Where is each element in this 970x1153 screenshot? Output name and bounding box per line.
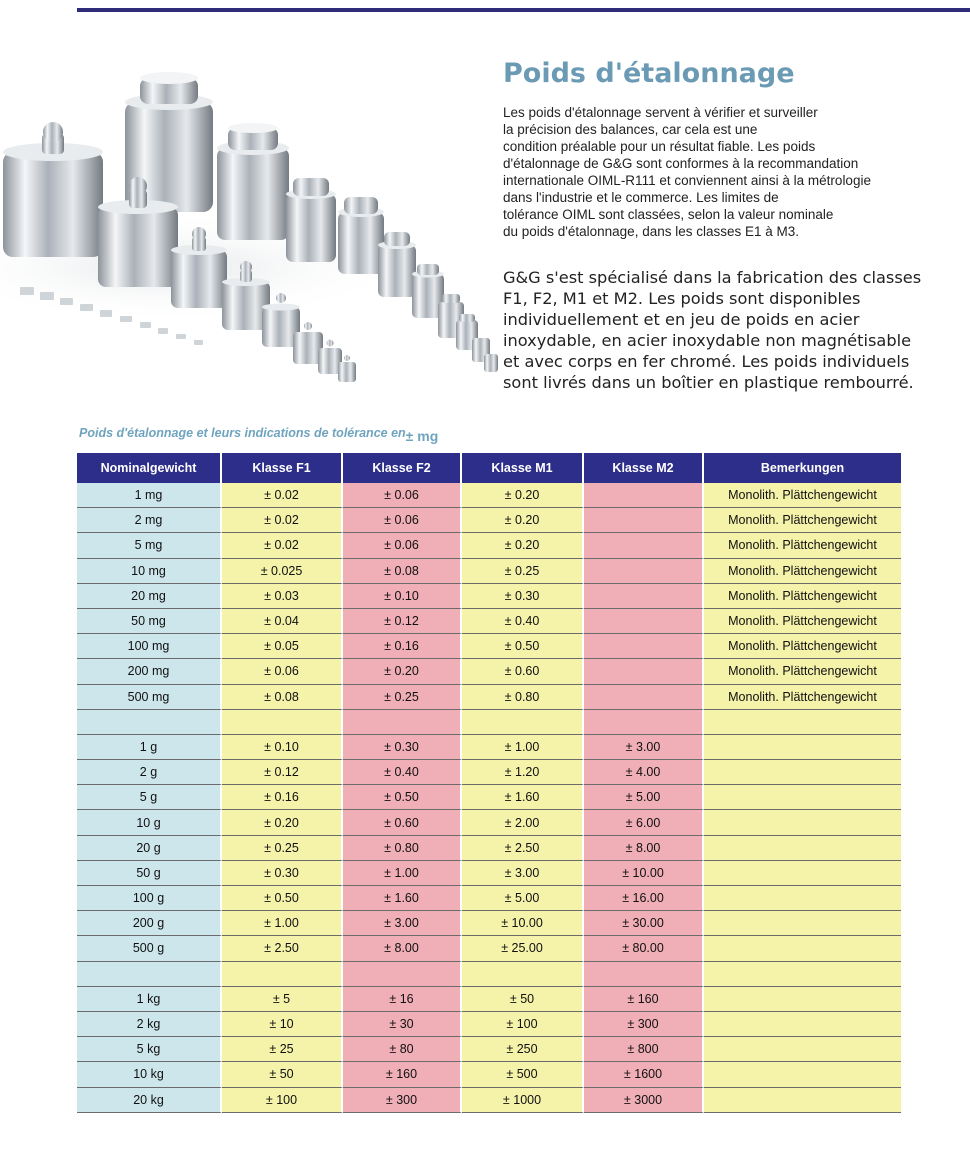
f2-cell: ± 300 bbox=[343, 1088, 462, 1113]
specialisation-line: individuellement et en jeu de poids en acier bbox=[503, 310, 860, 329]
m1-cell: ± 10.00 bbox=[462, 911, 584, 936]
f2-cell: ± 8.00 bbox=[343, 936, 462, 961]
remarks-cell bbox=[704, 785, 901, 810]
nominal-cell: 50 g bbox=[77, 861, 222, 886]
f2-cell: ± 0.25 bbox=[343, 685, 462, 710]
remarks-cell bbox=[704, 710, 901, 735]
m2-cell: ± 3.00 bbox=[584, 735, 704, 760]
intro-line: Les poids d'étalonnage servent à vérifier et surveiller bbox=[503, 105, 818, 120]
f1-cell: ± 0.06 bbox=[222, 659, 343, 684]
nominal-cell: 5 kg bbox=[77, 1037, 222, 1062]
remarks-cell: Monolith. Plättchengewicht bbox=[704, 634, 901, 659]
header-class-f2: Klasse F2 bbox=[343, 453, 462, 483]
m2-cell: ± 16.00 bbox=[584, 886, 704, 911]
m2-cell: ± 8.00 bbox=[584, 836, 704, 861]
m2-cell: ± 3000 bbox=[584, 1088, 704, 1113]
nominal-cell: 100 mg bbox=[77, 634, 222, 659]
f2-cell: ± 0.30 bbox=[343, 735, 462, 760]
intro-paragraph bbox=[503, 104, 943, 240]
table-row bbox=[77, 710, 901, 735]
table-row bbox=[77, 1088, 901, 1113]
f1-cell: ± 100 bbox=[222, 1088, 343, 1113]
table-row bbox=[77, 785, 901, 810]
f1-cell: ± 50 bbox=[222, 1062, 343, 1087]
f1-cell bbox=[222, 962, 343, 987]
f1-cell: ± 25 bbox=[222, 1037, 343, 1062]
nominal-cell: 2 g bbox=[77, 760, 222, 785]
intro-line: dans l'industrie et le commerce. Les limites de bbox=[503, 190, 779, 205]
m1-cell: ± 3.00 bbox=[462, 861, 584, 886]
f2-cell: ± 0.06 bbox=[343, 533, 462, 558]
nominal-cell: 5 g bbox=[77, 785, 222, 810]
table-row bbox=[77, 836, 901, 861]
intro-line: d'étalonnage de G&G sont conformes à la recommandation bbox=[503, 156, 859, 171]
table-header-row bbox=[77, 453, 901, 483]
specialisation-line: sont livrés dans un boîtier en plastique rembourré. bbox=[503, 373, 914, 392]
remarks-cell: Monolith. Plättchengewicht bbox=[704, 584, 901, 609]
table-row bbox=[77, 508, 901, 533]
table-row bbox=[77, 685, 901, 710]
m1-cell: ± 0.30 bbox=[462, 584, 584, 609]
remarks-cell bbox=[704, 962, 901, 987]
remarks-cell: Monolith. Plättchengewicht bbox=[704, 559, 901, 584]
f2-cell: ± 0.06 bbox=[343, 508, 462, 533]
table-caption-text: Poids d'étalonnage et leurs indications de tolérance en bbox=[79, 426, 406, 440]
m2-cell bbox=[584, 710, 704, 735]
f2-cell: ± 160 bbox=[343, 1062, 462, 1087]
m2-cell: ± 1600 bbox=[584, 1062, 704, 1087]
m1-cell: ± 1.00 bbox=[462, 735, 584, 760]
remarks-cell bbox=[704, 1088, 901, 1113]
m2-cell: ± 6.00 bbox=[584, 810, 704, 835]
m2-cell: ± 300 bbox=[584, 1012, 704, 1037]
f2-cell: ± 0.06 bbox=[343, 483, 462, 508]
remarks-cell bbox=[704, 987, 901, 1012]
intro-line: internationale OIML-R111 et conviennent ainsi à la métrologie bbox=[503, 173, 871, 188]
nominal-cell: 500 g bbox=[77, 936, 222, 961]
nominal-cell: 1 mg bbox=[77, 483, 222, 508]
table-row bbox=[77, 861, 901, 886]
m2-cell: ± 160 bbox=[584, 987, 704, 1012]
remarks-cell bbox=[704, 735, 901, 760]
f2-cell: ± 0.80 bbox=[343, 836, 462, 861]
f2-cell: ± 0.16 bbox=[343, 634, 462, 659]
nominal-cell: 20 g bbox=[77, 836, 222, 861]
f2-cell: ± 0.10 bbox=[343, 584, 462, 609]
m1-cell bbox=[462, 710, 584, 735]
m1-cell bbox=[462, 962, 584, 987]
intro-line: condition préalable pour un résultat fiable. Les poids bbox=[503, 139, 816, 154]
header-nominal: Nominalgewicht bbox=[77, 453, 222, 483]
m1-cell: ± 1.20 bbox=[462, 760, 584, 785]
m1-cell: ± 2.00 bbox=[462, 810, 584, 835]
table-row bbox=[77, 886, 901, 911]
nominal-cell: 1 kg bbox=[77, 987, 222, 1012]
nominal-cell: 10 kg bbox=[77, 1062, 222, 1087]
f2-cell: ± 0.60 bbox=[343, 810, 462, 835]
table-row bbox=[77, 483, 901, 508]
f1-cell: ± 0.50 bbox=[222, 886, 343, 911]
nominal-cell bbox=[77, 710, 222, 735]
specialisation-line: G&G s'est spécialisé dans la fabrication des classes bbox=[503, 268, 922, 287]
f1-cell: ± 0.08 bbox=[222, 685, 343, 710]
remarks-cell: Monolith. Plättchengewicht bbox=[704, 659, 901, 684]
remarks-cell bbox=[704, 886, 901, 911]
tolerance-table bbox=[77, 453, 901, 1113]
f2-cell: ± 0.50 bbox=[343, 785, 462, 810]
remarks-cell bbox=[704, 1037, 901, 1062]
f1-cell: ± 0.10 bbox=[222, 735, 343, 760]
m1-cell: ± 0.40 bbox=[462, 609, 584, 634]
specialisation-line: inoxydable, en acier inoxydable non magnétisable bbox=[503, 331, 912, 350]
m2-cell bbox=[584, 533, 704, 558]
f1-cell: ± 0.20 bbox=[222, 810, 343, 835]
m2-cell: ± 5.00 bbox=[584, 785, 704, 810]
m1-cell: ± 0.20 bbox=[462, 508, 584, 533]
table-row bbox=[77, 609, 901, 634]
remarks-cell: Monolith. Plättchengewicht bbox=[704, 685, 901, 710]
top-rule bbox=[77, 8, 970, 12]
remarks-cell bbox=[704, 911, 901, 936]
remarks-cell: Monolith. Plättchengewicht bbox=[704, 508, 901, 533]
nominal-cell: 500 mg bbox=[77, 685, 222, 710]
intro-line: tolérance OIML sont classées, selon la valeur nominale bbox=[503, 207, 834, 222]
m1-cell: ± 50 bbox=[462, 987, 584, 1012]
f2-cell bbox=[343, 962, 462, 987]
table-caption-unit: ± mg bbox=[405, 428, 439, 444]
f1-cell: ± 0.05 bbox=[222, 634, 343, 659]
m1-cell: ± 1.60 bbox=[462, 785, 584, 810]
nominal-cell: 20 kg bbox=[77, 1088, 222, 1113]
m1-cell: ± 0.25 bbox=[462, 559, 584, 584]
table-row bbox=[77, 735, 901, 760]
f2-cell: ± 1.00 bbox=[343, 861, 462, 886]
f1-cell: ± 0.025 bbox=[222, 559, 343, 584]
m1-cell: ± 1000 bbox=[462, 1088, 584, 1113]
f2-cell: ± 0.12 bbox=[343, 609, 462, 634]
nominal-cell: 50 mg bbox=[77, 609, 222, 634]
table-row bbox=[77, 1062, 901, 1087]
table-row bbox=[77, 659, 901, 684]
f1-cell: ± 0.03 bbox=[222, 584, 343, 609]
m2-cell bbox=[584, 609, 704, 634]
f2-cell bbox=[343, 710, 462, 735]
m1-cell: ± 2.50 bbox=[462, 836, 584, 861]
m1-cell: ± 25.00 bbox=[462, 936, 584, 961]
f2-cell: ± 0.20 bbox=[343, 659, 462, 684]
f2-cell: ± 1.60 bbox=[343, 886, 462, 911]
m2-cell: ± 800 bbox=[584, 1037, 704, 1062]
m2-cell bbox=[584, 584, 704, 609]
header-class-m1: Klasse M1 bbox=[462, 453, 584, 483]
m1-cell: ± 0.20 bbox=[462, 533, 584, 558]
nominal-cell: 2 mg bbox=[77, 508, 222, 533]
f1-cell: ± 2.50 bbox=[222, 936, 343, 961]
table-row bbox=[77, 634, 901, 659]
nominal-cell: 10 mg bbox=[77, 559, 222, 584]
f1-cell: ± 10 bbox=[222, 1012, 343, 1037]
f1-cell: ± 1.00 bbox=[222, 911, 343, 936]
nominal-cell: 100 g bbox=[77, 886, 222, 911]
m1-cell: ± 0.80 bbox=[462, 685, 584, 710]
f2-cell: ± 0.40 bbox=[343, 760, 462, 785]
m1-cell: ± 0.20 bbox=[462, 483, 584, 508]
calibration-weights-photo bbox=[0, 62, 500, 407]
remarks-cell bbox=[704, 1062, 901, 1087]
header-remarks: Bemerkungen bbox=[704, 453, 901, 483]
f2-cell: ± 0.08 bbox=[343, 559, 462, 584]
m2-cell bbox=[584, 962, 704, 987]
m1-cell: ± 0.60 bbox=[462, 659, 584, 684]
m1-cell: ± 500 bbox=[462, 1062, 584, 1087]
m2-cell bbox=[584, 508, 704, 533]
m2-cell bbox=[584, 483, 704, 508]
f1-cell: ± 0.04 bbox=[222, 609, 343, 634]
table-row bbox=[77, 559, 901, 584]
nominal-cell: 200 mg bbox=[77, 659, 222, 684]
specialisation-line: et avec corps en fer chromé. Les poids individuels bbox=[503, 352, 910, 371]
m2-cell bbox=[584, 559, 704, 584]
f1-cell: ± 5 bbox=[222, 987, 343, 1012]
f2-cell: ± 30 bbox=[343, 1012, 462, 1037]
f2-cell: ± 80 bbox=[343, 1037, 462, 1062]
specialisation-line: F1, F2, M1 et M2. Les poids sont disponibles bbox=[503, 289, 861, 308]
remarks-cell bbox=[704, 936, 901, 961]
weights-set bbox=[0, 72, 498, 382]
page-title: Poids d'étalonnage bbox=[503, 58, 795, 89]
m1-cell: ± 250 bbox=[462, 1037, 584, 1062]
table-row bbox=[77, 962, 901, 987]
remarks-cell bbox=[704, 810, 901, 835]
intro-line: du poids d'étalonnage, dans les classes E1 à M3. bbox=[503, 224, 800, 239]
remarks-cell: Monolith. Plättchengewicht bbox=[704, 483, 901, 508]
remarks-cell bbox=[704, 1012, 901, 1037]
m1-cell: ± 100 bbox=[462, 1012, 584, 1037]
f1-cell: ± 0.25 bbox=[222, 836, 343, 861]
nominal-cell: 200 g bbox=[77, 911, 222, 936]
nominal-cell: 1 g bbox=[77, 735, 222, 760]
table-row bbox=[77, 760, 901, 785]
f2-cell: ± 16 bbox=[343, 987, 462, 1012]
m2-cell bbox=[584, 634, 704, 659]
remarks-cell: Monolith. Plättchengewicht bbox=[704, 609, 901, 634]
table-row bbox=[77, 1012, 901, 1037]
table-row bbox=[77, 1037, 901, 1062]
m2-cell: ± 10.00 bbox=[584, 861, 704, 886]
intro-line: la précision des balances, car cela est une bbox=[503, 122, 758, 137]
table-row bbox=[77, 911, 901, 936]
table-row bbox=[77, 810, 901, 835]
m2-cell: ± 30.00 bbox=[584, 911, 704, 936]
nominal-cell: 2 kg bbox=[77, 1012, 222, 1037]
m2-cell: ± 80.00 bbox=[584, 936, 704, 961]
table-row bbox=[77, 584, 901, 609]
header-class-f1: Klasse F1 bbox=[222, 453, 343, 483]
table-row bbox=[77, 533, 901, 558]
remarks-cell: Monolith. Plättchengewicht bbox=[704, 533, 901, 558]
remarks-cell bbox=[704, 836, 901, 861]
f1-cell bbox=[222, 710, 343, 735]
f1-cell: ± 0.16 bbox=[222, 785, 343, 810]
m1-cell: ± 0.50 bbox=[462, 634, 584, 659]
f2-cell: ± 3.00 bbox=[343, 911, 462, 936]
nominal-cell bbox=[77, 962, 222, 987]
table-caption bbox=[79, 424, 439, 444]
f1-cell: ± 0.12 bbox=[222, 760, 343, 785]
m2-cell: ± 4.00 bbox=[584, 760, 704, 785]
f1-cell: ± 0.30 bbox=[222, 861, 343, 886]
nominal-cell: 10 g bbox=[77, 810, 222, 835]
m1-cell: ± 5.00 bbox=[462, 886, 584, 911]
f1-cell: ± 0.02 bbox=[222, 533, 343, 558]
remarks-cell bbox=[704, 861, 901, 886]
table-row bbox=[77, 936, 901, 961]
remarks-cell bbox=[704, 760, 901, 785]
header-class-m2: Klasse M2 bbox=[584, 453, 704, 483]
nominal-cell: 20 mg bbox=[77, 584, 222, 609]
table-row bbox=[77, 987, 901, 1012]
nominal-cell: 5 mg bbox=[77, 533, 222, 558]
table-body bbox=[77, 483, 901, 1113]
m2-cell bbox=[584, 659, 704, 684]
f1-cell: ± 0.02 bbox=[222, 483, 343, 508]
specialisation-paragraph bbox=[503, 267, 968, 393]
f1-cell: ± 0.02 bbox=[222, 508, 343, 533]
m2-cell bbox=[584, 685, 704, 710]
